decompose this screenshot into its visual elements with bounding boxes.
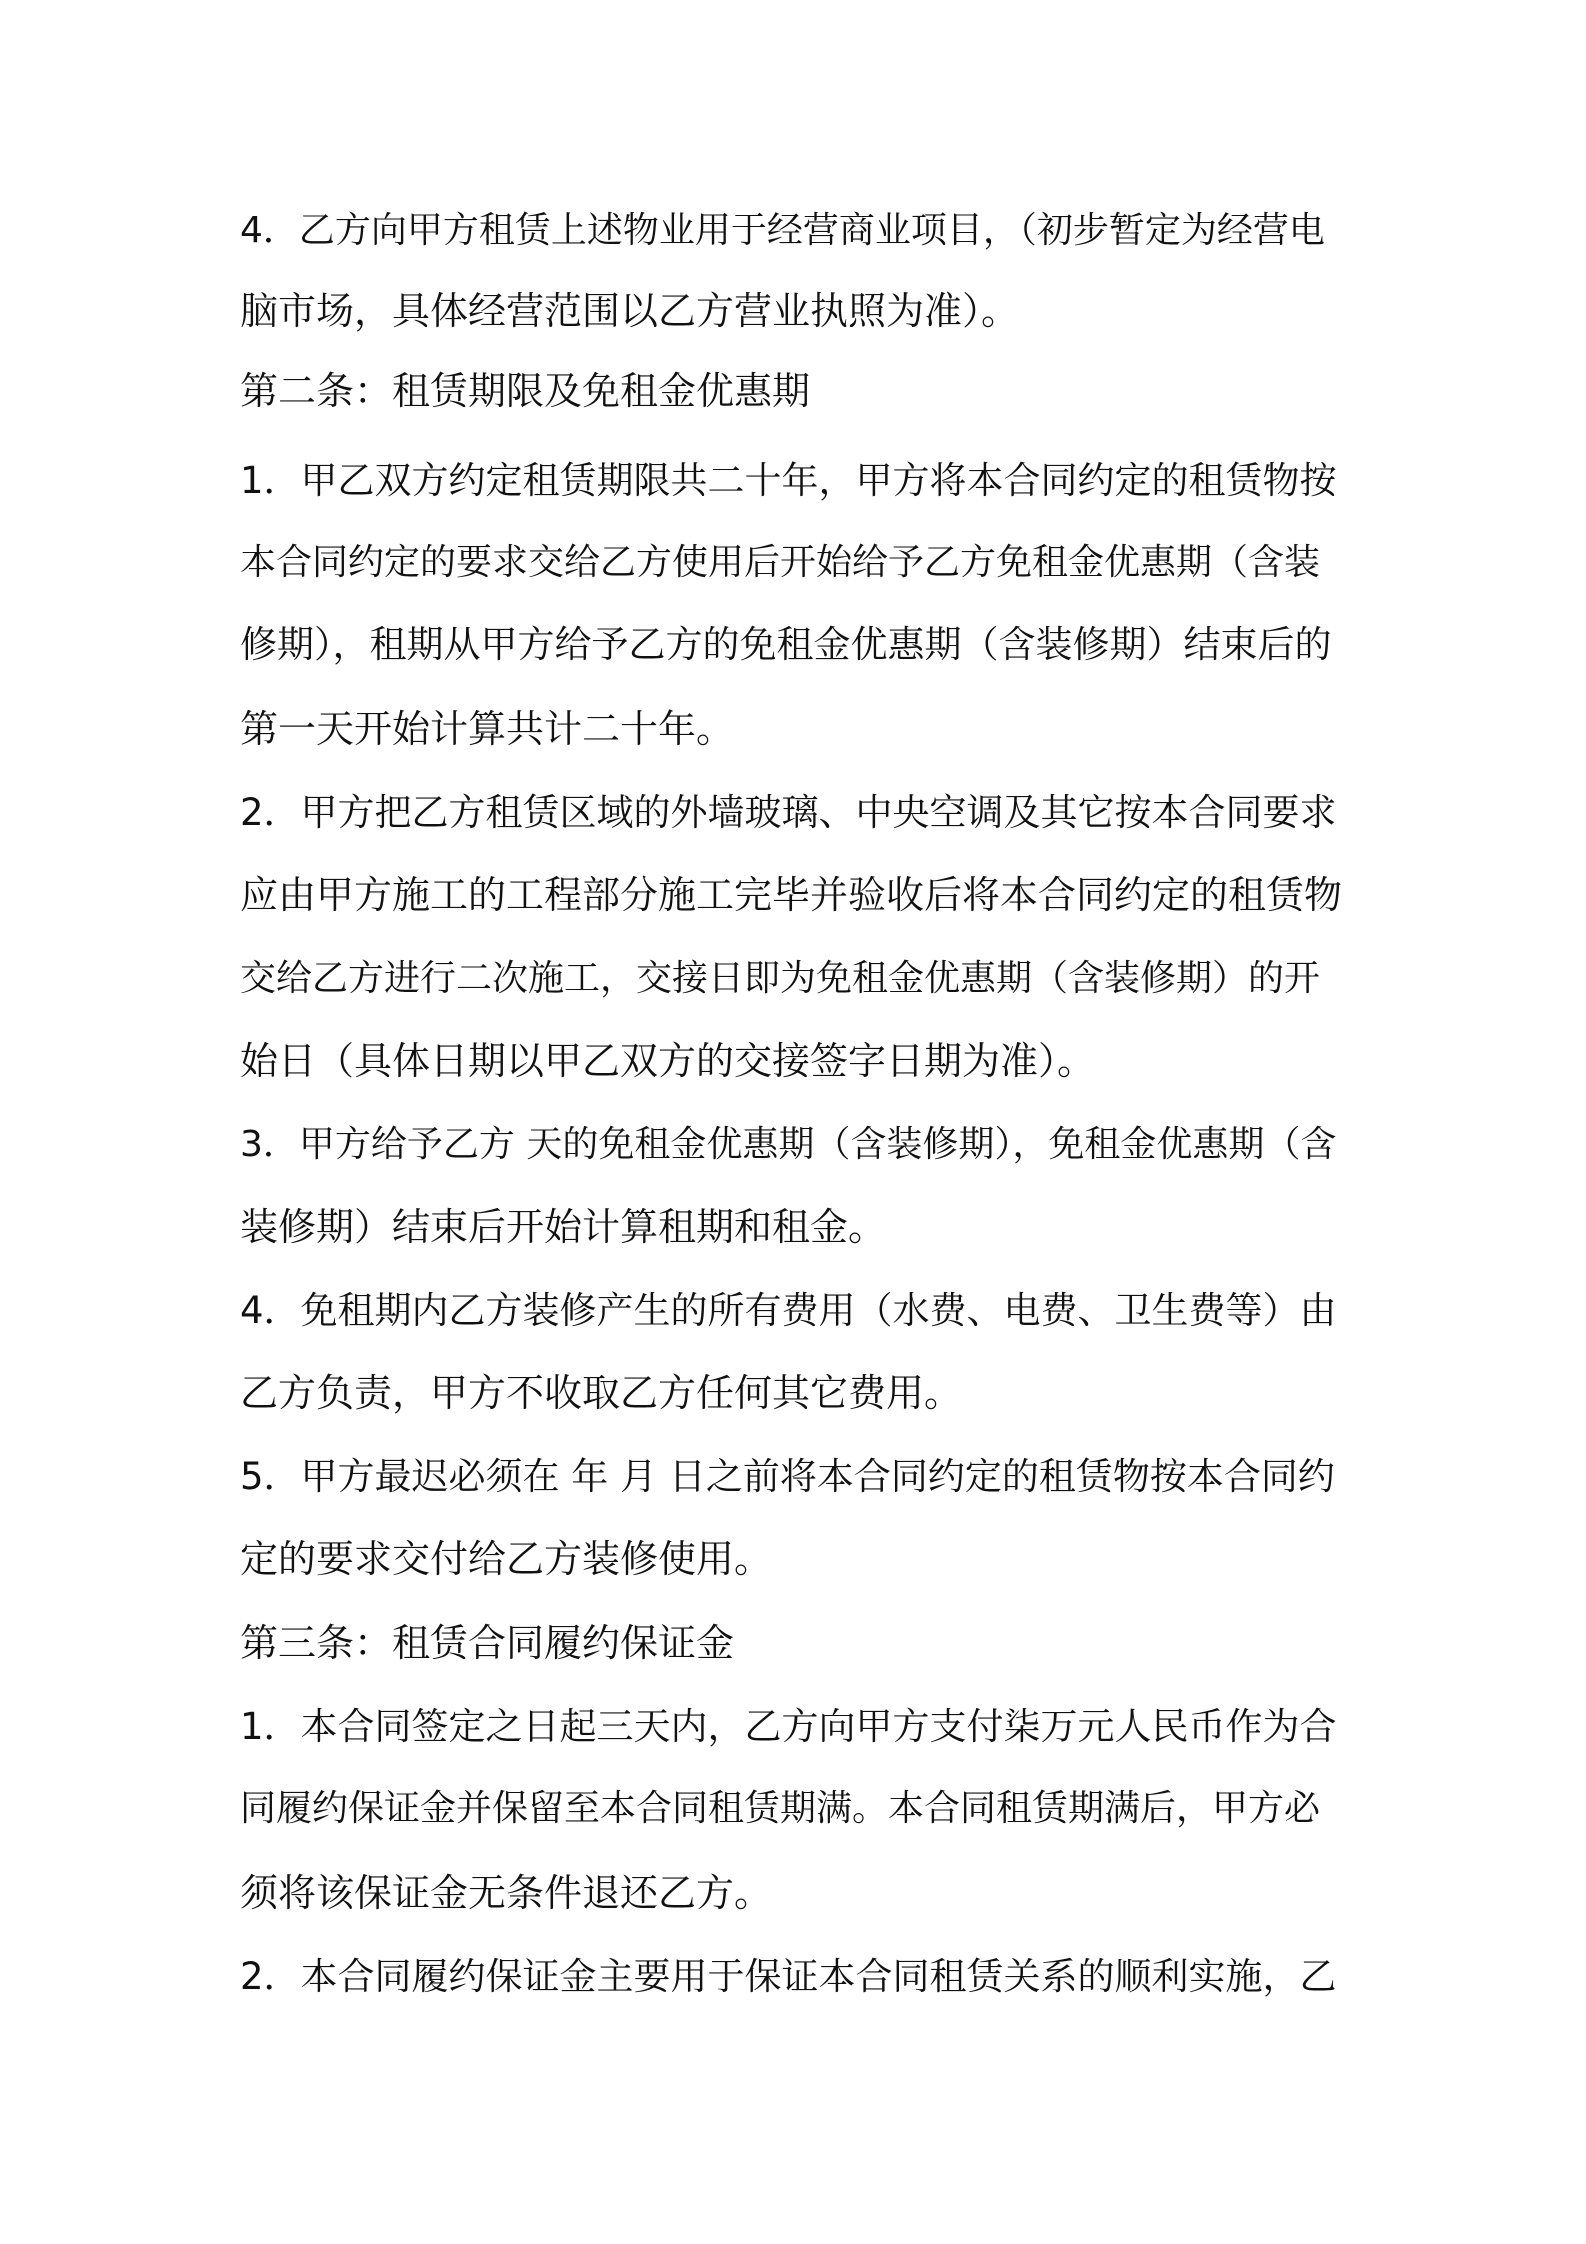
section-heading: 第二条：租赁期限及免租金优惠期 (240, 369, 811, 413)
text-line: 修期），租期从甲方给予乙方的免租金优惠期（含装修期）结束后的 (240, 623, 1332, 666)
text-line: 2．甲方把乙方租赁区域的外墙玻璃、中央空调及其它按本合同要求 (240, 791, 1337, 834)
text-line: 须将该保证金无条件退还乙方。 (240, 1871, 773, 1915)
text-line: 装修期）结束后开始计算租期和租金。 (240, 1205, 887, 1249)
text-line: 本合同约定的要求交给乙方使用后开始给予乙方免租金优惠期（含装 (240, 542, 1321, 583)
text-line: 4．免租期内乙方装修产生的所有费用（水费、电费、卫生费等）由 (240, 1289, 1337, 1332)
text-line: 同履约保证金并保留至本合同租赁期满。本合同租赁期满后，甲方必 (240, 1788, 1321, 1829)
text-line: 交给乙方进行二次施工，交接日即为免租金优惠期（含装修期）的开 (240, 958, 1321, 999)
text-line: 第一天开始计算共计二十年。 (240, 707, 735, 751)
section-heading: 第三条：租赁合同履约保证金 (240, 1621, 735, 1665)
text-line: 应由甲方施工的工程部分施工完毕并验收后将本合同约定的租赁物 (240, 873, 1343, 917)
text-line: 脑市场，具体经营范围以乙方营业执照为准）。 (240, 289, 1020, 333)
text-line: 始日（具体日期以甲乙双方的交接签字日期为准）。 (240, 1039, 1096, 1083)
text-line: 4．乙方向甲方租赁上述物业用于经营商业项目，（初步暂定为经营电 (240, 210, 1325, 251)
text-line: 1．本合同签定之日起三天内，乙方向甲方支付柒万元人民币作为合 (240, 1705, 1337, 1748)
text-line: 3．甲方给予乙方 天的免租金优惠期（含装修期），免租金优惠期（含 (240, 1124, 1337, 1165)
text-line: 5．甲方最迟必须在 年 月 日之前将本合同约定的租赁物按本合同约 (240, 1455, 1335, 1498)
text-line: 2．本合同履约保证金主要用于保证本合同租赁关系的顺利实施，乙 (240, 1955, 1337, 1998)
text-line: 1．甲乙双方约定租赁期限共二十年，甲方将本合同约定的租赁物按 (240, 459, 1337, 502)
text-line: 定的要求交付给乙方装修使用。 (240, 1537, 773, 1581)
text-line: 乙方负责，甲方不收取乙方任何其它费用。 (240, 1371, 963, 1415)
